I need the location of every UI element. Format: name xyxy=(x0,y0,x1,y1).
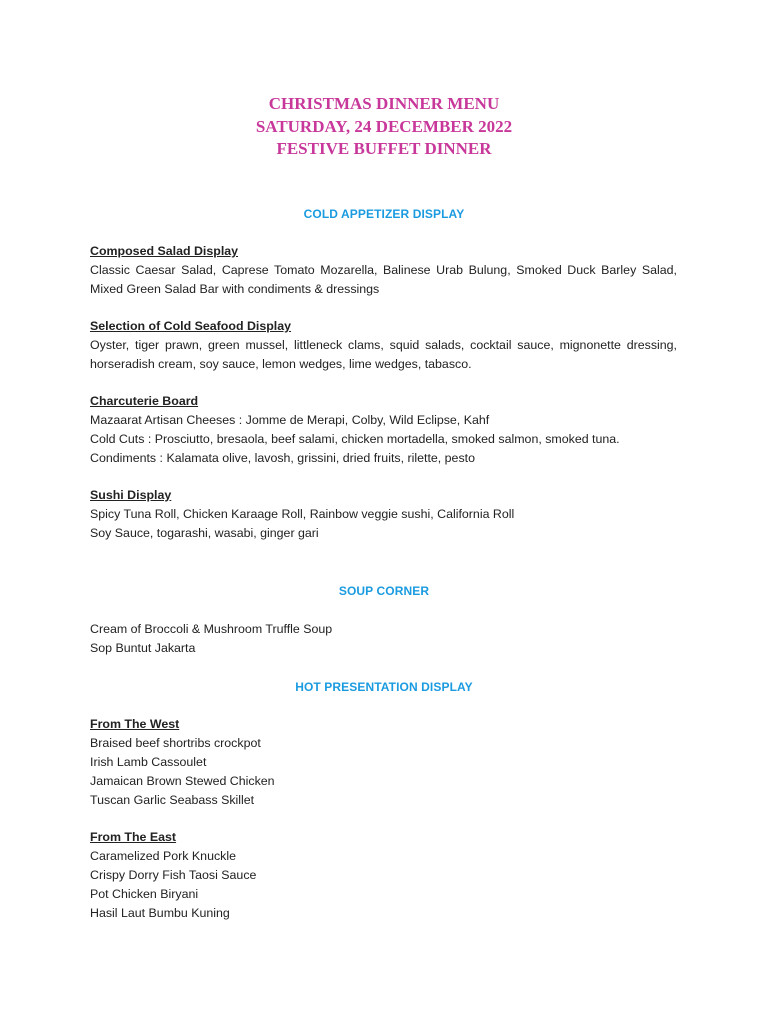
composed-salad-block xyxy=(90,242,677,299)
cold-seafood-block xyxy=(90,317,677,374)
charcuterie-line: Cold Cuts : Prosciutto, bresaola, beef salami, chicken mortadella, smoked salmon, smoked tuna. xyxy=(90,432,620,446)
section-heading-cold-appetizer: COLD APPETIZER DISPLAY xyxy=(303,207,465,221)
charcuterie-line: Condiments : Kalamata olive, lavosh, grissini, dried fruits, rilette, pesto xyxy=(90,451,475,465)
west-dish: Jamaican Brown Stewed Chicken xyxy=(90,774,275,788)
east-dish: Hasil Laut Bumbu Kuning xyxy=(90,906,230,920)
west-dish: Irish Lamb Cassoulet xyxy=(90,755,207,769)
soup-block xyxy=(90,620,677,658)
from-the-east-block xyxy=(90,828,677,923)
sushi-block xyxy=(90,486,677,543)
title-line-1: CHRISTMAS DINNER MENU xyxy=(268,94,500,113)
title-line-2: SATURDAY, 24 DECEMBER 2022 xyxy=(255,116,513,136)
from-the-east-title: From The East xyxy=(90,830,177,844)
composed-salad-title: Composed Salad Display xyxy=(90,244,239,258)
from-the-west-title: From The West xyxy=(90,717,180,731)
charcuterie-line: Mazaarat Artisan Cheeses : Jomme de Merapi, Colby, Wild Eclipse, Kahf xyxy=(90,413,490,427)
soup-line: Sop Buntut Jakarta xyxy=(90,641,196,655)
charcuterie-block xyxy=(90,392,677,468)
sushi-line: Spicy Tuna Roll, Chicken Karaage Roll, Rainbow veggie sushi, California Roll xyxy=(90,507,515,521)
west-dish: Braised beef shortribs crockpot xyxy=(90,736,261,750)
east-dish: Pot Chicken Biryani xyxy=(90,887,199,901)
title-line-3: FESTIVE BUFFET DINNER xyxy=(276,139,492,158)
east-dish: Caramelized Pork Knuckle xyxy=(90,849,236,863)
sushi-line: Soy Sauce, togarashi, wasabi, ginger gari xyxy=(90,526,319,540)
composed-salad-text: Classic Caesar Salad, Caprese Tomato Mozarella, Balinese Urab Bulung, Smoked Duck Barley Salad, Mixed Green Salad Bar with condiments & dressings xyxy=(90,263,677,296)
charcuterie-title: Charcuterie Board xyxy=(90,394,199,408)
from-the-west-block xyxy=(90,715,677,810)
menu-title xyxy=(0,93,768,161)
section-heading-soup-corner: SOUP CORNER xyxy=(338,584,430,598)
section-heading-hot-presentation: HOT PRESENTATION DISPLAY xyxy=(295,680,473,694)
cold-seafood-title: Selection of Cold Seafood Display xyxy=(90,319,292,333)
east-dish: Crispy Dorry Fish Taosi Sauce xyxy=(90,868,257,882)
soup-line: Cream of Broccoli & Mushroom Truffle Soup xyxy=(90,622,333,636)
cold-seafood-text: Oyster, tiger prawn, green mussel, littleneck clams, squid salads, cocktail sauce, mignonette dressing, horseradish cream, soy sauce, lemon wedges, lime wedges, tabasco. xyxy=(90,338,677,371)
west-dish: Tuscan Garlic Seabass Skillet xyxy=(90,793,255,807)
sushi-title: Sushi Display xyxy=(90,488,172,502)
